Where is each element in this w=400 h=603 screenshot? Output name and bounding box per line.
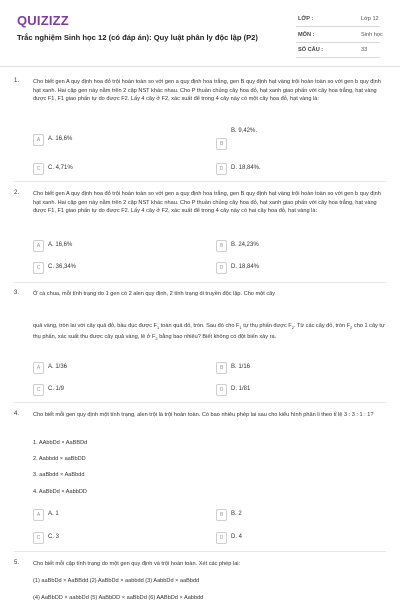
option-letter: C — [33, 384, 44, 396]
option-letter: D — [216, 262, 227, 274]
option-text: A. 16,6% — [48, 242, 73, 248]
question-text: Cho biết mỗi gen quy định một tính trạng, alen trội là trội hoàn toàn. Có bao nhiêu phép lai sau cho kiểu hình phân li theo tỉ lệ 3 : 3 : 1 : 1? — [33, 412, 374, 418]
question-divider — [14, 551, 386, 552]
meta-grade-value: Lớp 12 — [361, 16, 379, 22]
list-item: (1) aaBbDd × AaBBdd (2) AaBbDd × aabbdd (3) AabbDd × aaBbdd — [33, 578, 200, 584]
option-letter: B — [216, 509, 227, 521]
meta-grade — [296, 12, 380, 27]
question-text: Ở cà chua, mỗi tính trạng do 1 gen có 2 alen quy định, 2 tính trạng di truyền độc lập. Cho một cây — [33, 291, 276, 297]
option-letter: B — [216, 362, 227, 374]
page-title: Trắc nghiệm Sinh học 12 (có đáp án): Quy luật phân ly độc lập (P2) — [17, 33, 258, 42]
option-letter: A — [33, 134, 44, 146]
quizizz-logo[interactable]: QUIZIZZ — [17, 13, 69, 28]
meta-count-value: 33 — [361, 47, 368, 53]
option-text: D. 18,84%. — [231, 165, 261, 171]
list-item: 4. AaBbDd × AabbDD — [33, 489, 87, 495]
option-text: D. 18,84% — [231, 264, 260, 270]
option-letter: B — [216, 138, 227, 150]
option-text: C. 4,71% — [48, 165, 73, 171]
question-number: 3. — [14, 290, 20, 296]
option-text: B. 1/16 — [231, 364, 251, 370]
option-letter: A — [33, 362, 44, 374]
meta-count — [296, 43, 380, 58]
question-number: 1. — [14, 78, 20, 84]
question-number: 5. — [14, 560, 20, 566]
option-letter: D — [216, 384, 227, 396]
meta-count-label: SỐ CÂU : — [298, 47, 324, 53]
option-text: D. 1/81 — [231, 386, 251, 392]
option-letter: C — [33, 163, 44, 175]
question-number: 4. — [14, 411, 20, 417]
header — [0, 0, 400, 64]
question-text: Cho biết mỗi cặp tính trạng do một gen quy định và trội hoàn toàn. Xét các phép lai: — [33, 561, 241, 567]
option-text: C. 3 — [48, 534, 60, 540]
option-text: D. 4 — [231, 534, 243, 540]
option-text: C. 36,34% — [48, 264, 77, 270]
list-item: 2. Aabbdd × aaBbDD — [33, 456, 86, 462]
meta-grade-label: LỚP : — [298, 16, 314, 22]
option-text: A. 1/36 — [48, 364, 68, 370]
option-letter: D — [216, 163, 227, 175]
meta-subject — [296, 28, 383, 43]
option-text: C. 1/9 — [48, 386, 65, 392]
option-text: B. 24,23% — [231, 242, 259, 248]
option-text: A. 1 — [48, 511, 59, 517]
question-text: Cho biết gen A quy định hoa đỏ trội hoàn toàn so với gen a quy định hoa trắng, gen B quy định hạt vàng trội hoàn toàn so với gen b quy định hạt xanh. Hai cặp gen này nằm trên 2 cặp NST khác nhau. Cho P thuần chủng cây hoa đỏ, hạt xanh giao phấn với cây hoa trắng, hạt vàng được F1, F1 giao phấn tự do được F2. Lấy 4 cây ở F2, xác suất để trong 4 cây này có một cây hoa đỏ, hạt vàng là: — [33, 79, 381, 103]
list-item: 3. aaBbdd × AaBbdd — [33, 472, 85, 478]
option-text: B. 9,42%. — [231, 128, 258, 134]
option-letter: C — [33, 262, 44, 274]
header-divider — [0, 66, 400, 67]
option-text: A. 16,6% — [48, 136, 73, 142]
question-number: 2. — [14, 190, 20, 196]
option-letter: D — [216, 532, 227, 544]
meta-subject-value: Sinh học — [361, 32, 383, 38]
list-item: 1. AAbbDd × AaBBDd — [33, 440, 88, 446]
question-divider — [14, 181, 386, 182]
question-text: Cho biết gen A quy định hoa đỏ trội hoàn toàn so với gen a quy định hoa trắng, gen B quy định hạt vàng trội hoàn toàn so với gen b quy định hạt xanh. Hai cặp gen này nằm trên 2 cặp NST khác nhau. Cho P thuần chủng cây hoa đỏ, hạt xanh giao phấn với cây hoa trắng, hạt vàng được F1, F1 giao phấn tự do được F2. Lấy 4 cây ở F2, xác suất để trong 4 cây này có hai cây hoa đỏ, hạt vàng là: — [33, 191, 381, 215]
option-letter: C — [33, 532, 44, 544]
option-letter: A — [33, 509, 44, 521]
option-text: B. 2 — [231, 511, 242, 517]
question-divider — [14, 282, 386, 283]
meta-subject-label: MÔN : — [298, 32, 315, 38]
list-item: (4) AaBbDD × aabbDd (5) AaBbDD × aaBbDd (6) AABbDd × Aabbdd — [33, 595, 204, 601]
question-text-continued: quả vàng, tròn lai với cây quả đỏ, bầu dục được $F_1$ toàn quả đỏ, tròn. Sau đó cho $F_1$ tự thụ phấn được $F_2$. Từ các cây đỏ, tròn $F_2$ cho 1 cây tự thụ phấn, xác suất thu được cây quả vàng, lê ở $F_2$ bằng bao nhiêu? Biết không có đột biến xảy ra. — [33, 323, 385, 341]
option-letter: A — [33, 240, 44, 252]
question-divider — [14, 402, 386, 403]
option-letter: B — [216, 240, 227, 252]
